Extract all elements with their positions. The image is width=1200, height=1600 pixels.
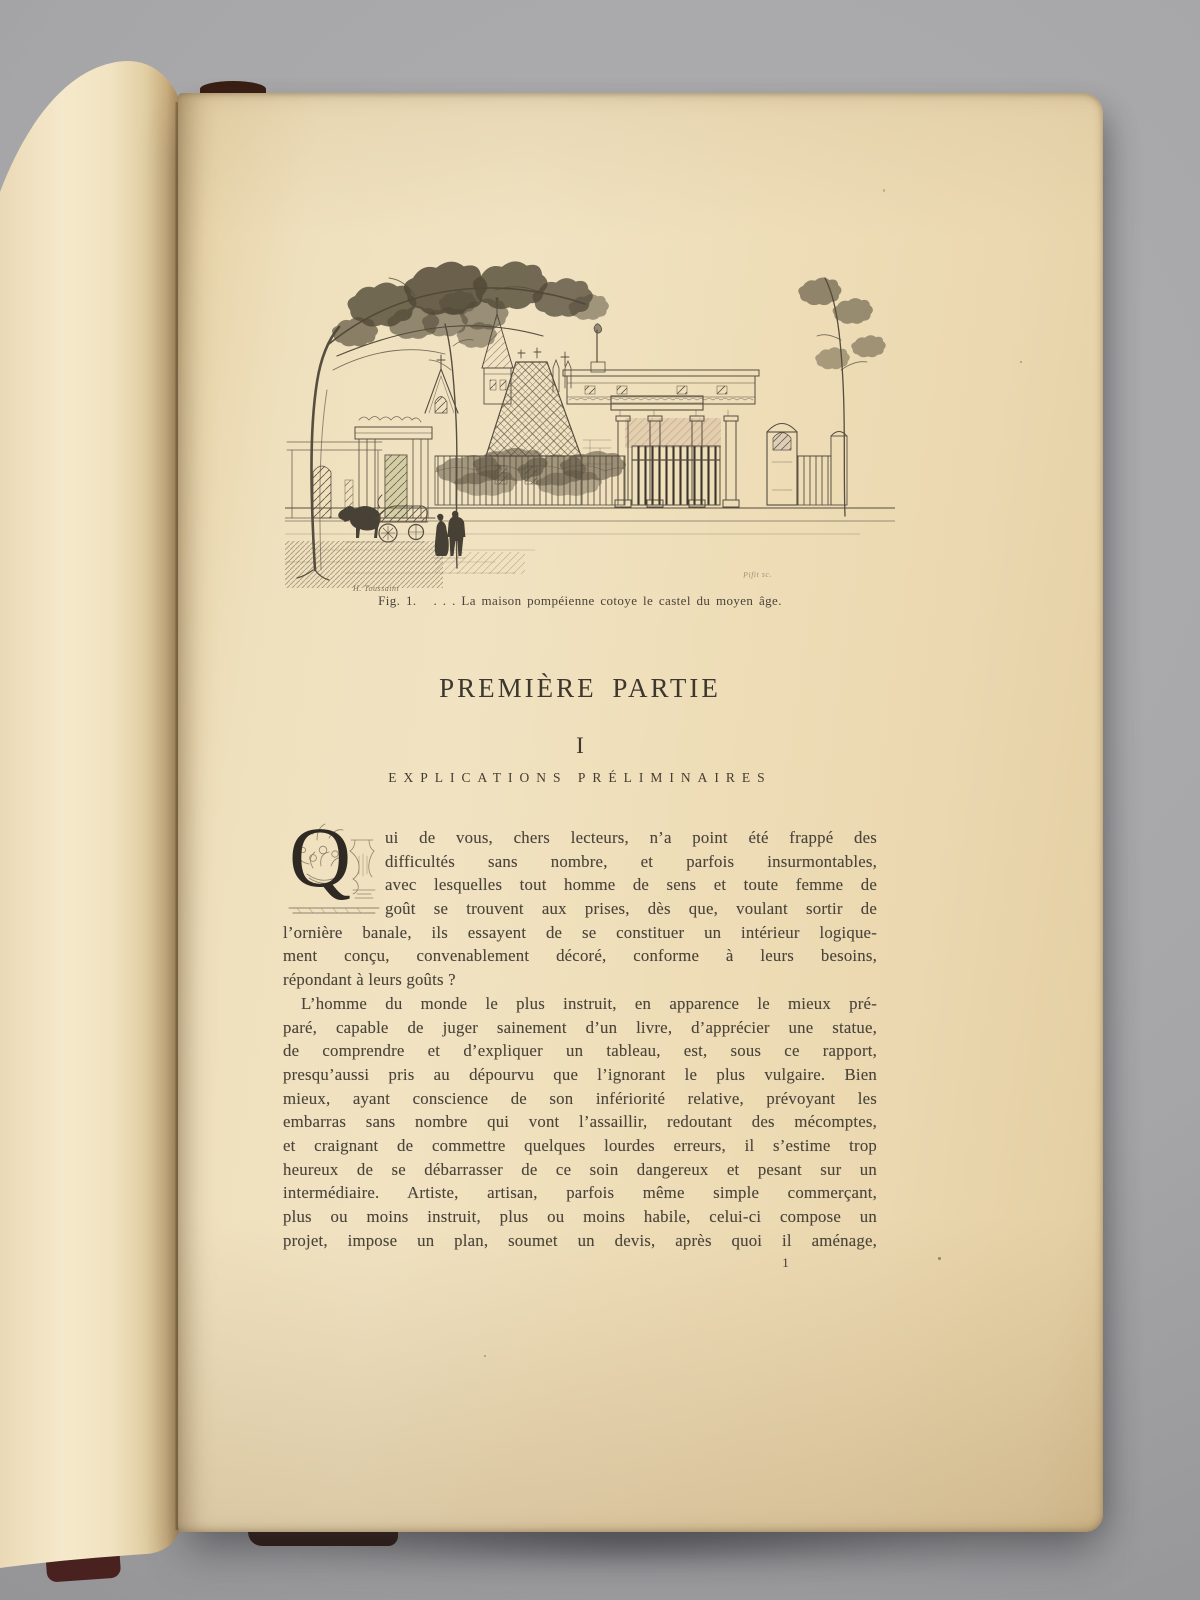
figure-caption-text: . . . La maison pompéienne cotoye le castel du moyen âge. — [433, 593, 782, 608]
figure-illustration — [285, 250, 895, 595]
text-line: embarras sans nombre qui vont l’assaillir, redoutant des mécomptes, — [283, 1112, 877, 1132]
text-line: ment conçu, convenablement décoré, conforme à leurs besoins, — [283, 946, 877, 966]
page-number: 1 — [782, 1255, 790, 1270]
chapter-number: I — [576, 733, 584, 758]
text-line: heureux de se débarrasser de ce soin dangereux et pesant sur un — [283, 1159, 877, 1179]
street-scene-engraving — [285, 250, 895, 595]
book-page — [178, 93, 1103, 1532]
part-title: PREMIÈRE PARTIE — [439, 673, 721, 703]
text-line: avec lesquelles tout homme de sens et toute femme de — [385, 875, 877, 895]
paper-speck — [1020, 361, 1022, 363]
text-line: paré, capable de juger sainement d’un livre, d’apprécier une statue, — [283, 1017, 877, 1037]
text-line: goût se trouvent aux prises, dès que, voulant sortir de — [385, 899, 877, 919]
text-line: presqu’aussi pris au dépourvu que l’ignorant le plus vulgaire. Bien — [283, 1064, 877, 1084]
paper-speck — [938, 1257, 941, 1260]
text-line: répondant à leurs goûts ? — [283, 970, 456, 990]
text-line: intermédiaire. Artiste, artisan, parfois même simple commerçant, — [283, 1183, 877, 1203]
text-line: L’homme du monde le plus instruit, en apparence le mieux pré- — [301, 993, 877, 1013]
engraver-signature: Pifit sc. — [742, 569, 773, 580]
chapter-title: EXPLICATIONS PRÉLIMINAIRES — [388, 770, 772, 785]
text-line: de comprendre et d’expliquer un tableau, est, sous ce rapport, — [283, 1041, 877, 1061]
paper-speck — [484, 1355, 486, 1357]
drop-cap-letter: Q — [289, 809, 352, 905]
text-line: projet, impose un plan, soumet un devis, après quoi il aménage, — [283, 1230, 877, 1250]
artist-signature: H. Toussaint — [353, 584, 400, 593]
figure-caption — [283, 593, 877, 609]
text-line: et craignant de commettre quelques lourdes erreurs, il s’estime trop — [283, 1135, 877, 1155]
figure-label: Fig. 1. — [378, 593, 417, 608]
text-line: difficultés sans nombre, et parfois insurmontables, — [385, 851, 877, 871]
body-text — [283, 826, 877, 1252]
text-line: ui de vous, chers lecteurs, n’a point été frappé des — [385, 828, 877, 847]
turned-page-left — [0, 0, 185, 1600]
text-line: l’ornière banale, ils essayent de se constituer un intérieur logique- — [283, 922, 877, 942]
paper-speck — [883, 189, 885, 192]
text-line: mieux, ayant conscience de son infériorité relative, prévoyant les — [283, 1088, 877, 1108]
paper-speck — [392, 1171, 394, 1173]
text-line: plus ou moins instruit, plus ou moins habile, celui-ci compose un — [283, 1207, 877, 1226]
